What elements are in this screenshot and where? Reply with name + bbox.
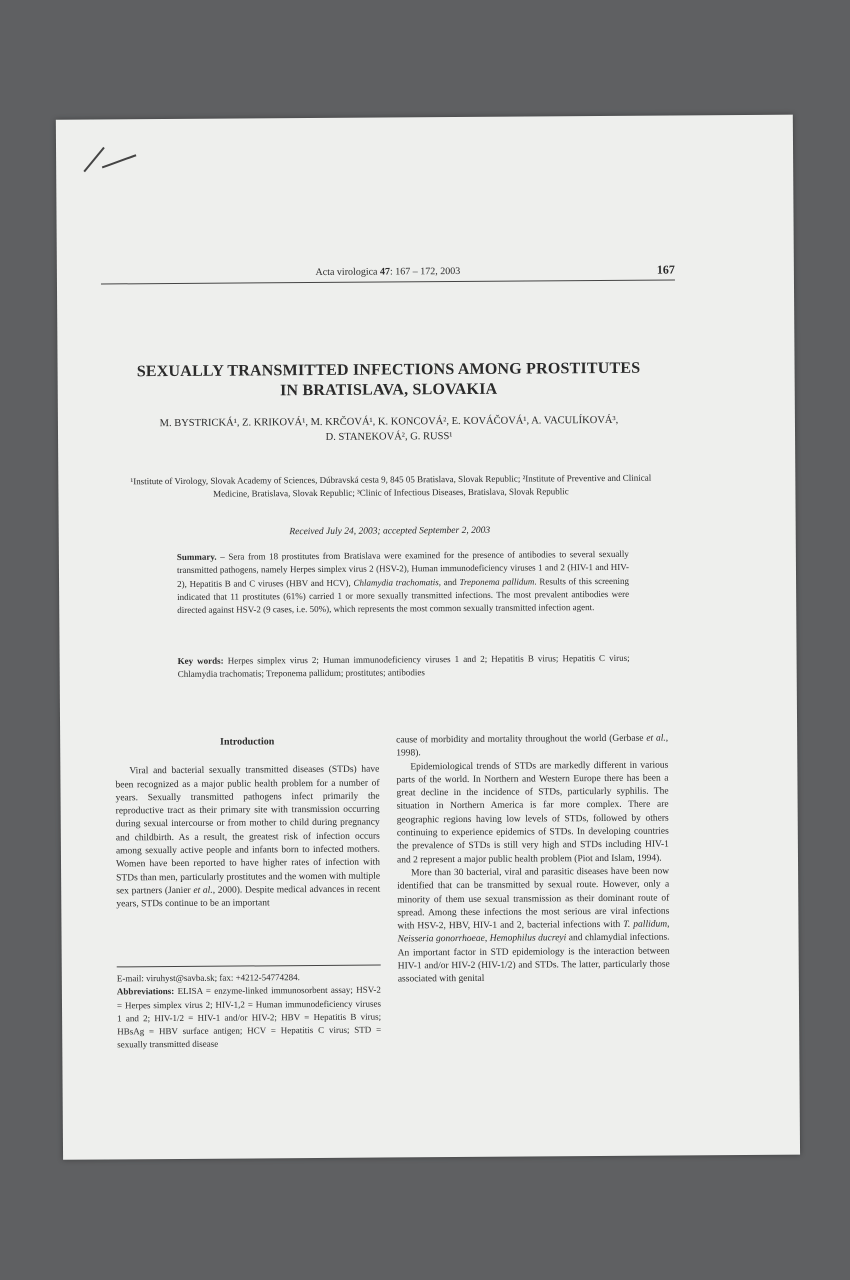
received-dates: Received July 24, 2003; accepted September 2, 2003 bbox=[289, 525, 491, 538]
left-column bbox=[115, 735, 380, 912]
journal-citation: Acta virologica 47: 167 – 172, 2003 bbox=[315, 265, 461, 278]
running-header bbox=[101, 261, 675, 284]
right-column bbox=[396, 733, 670, 988]
footnote: E-mail: viruhyst@savba.sk; fax: +4212-54774284. Abbreviations: ELISA = enzyme-linked immunosorbent assay; HSV-2 = Herpes simplex virus 2; HIV-1,2 = Human immunodeficiency viruses 1 and 2; HIV-1/2 = HIV-1 and/or HIV-2; HBV = Hepatitis B virus; HBsAg = HBV surface antigen; HCV = Hepatitis C virus; STD = sexually transmitted disease bbox=[117, 965, 382, 1053]
page-number: 167 bbox=[656, 262, 675, 277]
paragraph: More than 30 bacterial, viral and parasitic diseases have been now identified that can be transmitted by sexual route. However, only a minority of them use sexual transmission as their dominant route of spread. Among these infections the most serious are viral infections with HSV-2, HBV, HIV-1 and 2, bacterial infections with T. pallidum, Neisseria gonorrhoeae, Hemophilus ducreyi and chlamydial infections. An important factor in STD epidemiology is the interaction between HIV-1 and/or HIV-2 (HIV-1/2) and STDs. The latter, particularly those associated with genital bbox=[397, 866, 670, 985]
pen-mark-icon bbox=[78, 137, 138, 177]
affiliations: ¹Institute of Virology, Slovak Academy of Sciences, Dúbravská cesta 9, 845 05 Bratislava, Slovak Republic; ²Institute of Preventive and Clinical Medicine, Bratislava, Slovak Republic; ³Clinic of Infectious Diseases, Bratislava, Slovak Republic bbox=[130, 472, 652, 499]
paragraph: Epidemiological trends of STDs are markedly different in various parts of the world. In Northern and Western Europe there has been a great decline in the incidence of STDs, particularly syphilis. The situation in Northern America is far more complex. There are geographic regions having low levels of STDs, followed by others continuing to experience epidemics of STDs. In developing countries the prevalence of STDs is still very high and STDs including HIV-1 and 2 represent a major public health problem (Piot and Islam, 1994). bbox=[396, 760, 669, 866]
article-title: SEXUALLY TRANSMITTED INFECTIONS AMONG PROSTITUTES IN BRATISLAVA, SLOVAKIA bbox=[136, 359, 641, 400]
section-heading-introduction: Introduction bbox=[219, 736, 275, 748]
summary-abstract: Summary. – Sera from 18 prostitutes from Bratislava were examined for the presence of antibodies to several sexually transmitted pathogens, namely Herpes simplex virus 2 (HSV-2), Human immunodeficiency viruses 1 and 2 (HIV-1 and HIV-2), Hepatitis B and C viruses (HBV and HCV), Chlamydia trachomatis, and Treponema pallidum. Results of this screening indicated that 11 prostitutes (61%) carried 1 or more sexually transmitted infections. The most prevalent antibodies were directed against HSV-2 (9 cases, i.e. 50%), which represents the most common sexually transmitted infection agent. bbox=[176, 548, 630, 616]
author-list: M. BYSTRICKÁ¹, Z. KRIKOVÁ¹, M. KRČOVÁ¹, K. KONCOVÁ², E. KOVÁČOVÁ¹, A. VACULÍKOVÁ³, D. STANEKOVÁ², G. RUSS¹ bbox=[159, 414, 619, 443]
paragraph: Viral and bacterial sexually transmitted diseases (STDs) have been recognized as a major public health problem for a number of years. Sexually transmitted pathogens infect primarily the reproductive tract as their primary site with transmission occurring during sexual intercourse or from mother to child during pregnancy and childbirth. As a result, the greatest risk of infection occurs among sexually active people and infants born to infected mothers. Women have been reported to have higher rates of infection with STDs than men, particularly prostitutes and the women with multiple sex partners (Janier et al., 2000). Despite medical advances in recent years, STDs continue to be an important bbox=[115, 764, 381, 910]
paragraph: cause of morbidity and mortality throughout the world (Gerbase et al., 1998). bbox=[396, 733, 669, 759]
keywords: Key words: Herpes simplex virus 2; Human immunodeficiency viruses 1 and 2; Hepatitis B virus; Hepatitis C virus; Chlamydia trachomatis; Treponema pallidum; prostitutes; antibodies bbox=[177, 652, 630, 680]
paper-sheet bbox=[56, 115, 800, 1160]
